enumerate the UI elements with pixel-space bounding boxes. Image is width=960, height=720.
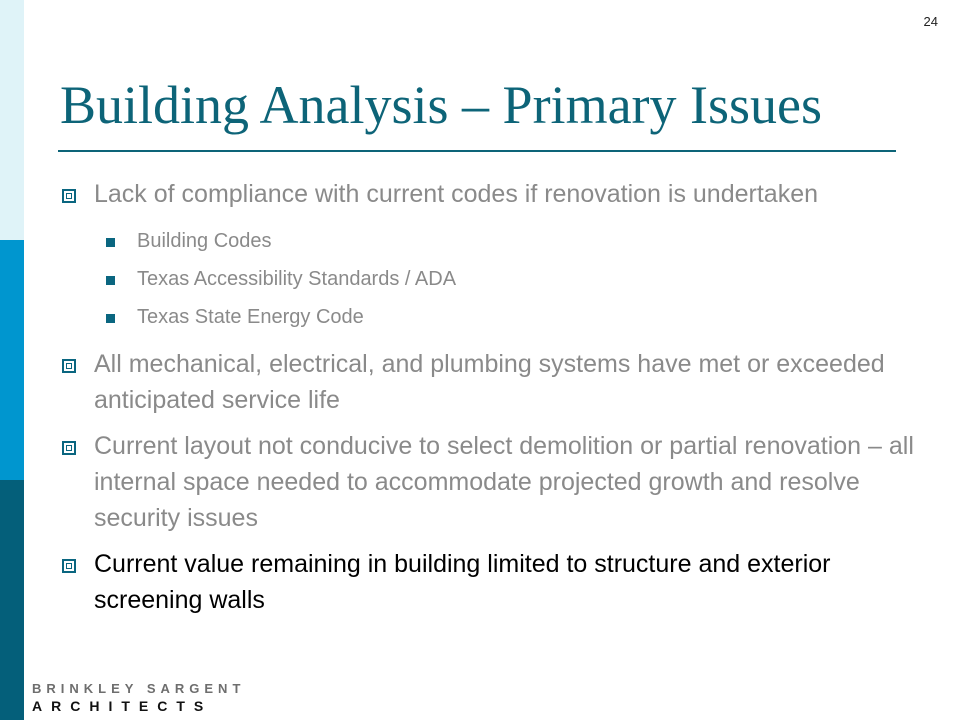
side-stripe-light — [0, 0, 24, 240]
square-bullet-icon — [62, 559, 76, 573]
square-bullet-icon — [62, 359, 76, 373]
bullet-text: Current value remaining in building limited to structure and exterior screening walls — [94, 550, 831, 614]
title-divider — [58, 150, 896, 152]
sub-bullet-text: Texas Accessibility Standards / ADA — [137, 268, 457, 290]
logo-architects: ARCHITECTS — [32, 698, 213, 714]
side-stripe-mid — [0, 240, 24, 480]
bullet-item — [60, 176, 940, 212]
page-number: 24 — [923, 14, 938, 29]
bullet-item — [60, 346, 940, 418]
bullet-list — [60, 176, 940, 628]
brinkley-sargent-logo — [32, 682, 245, 713]
sub-bullet-item — [60, 260, 940, 298]
bullet-text: All mechanical, electrical, and plumbing systems have met or exceeded anticipated service life — [94, 350, 885, 414]
filled-square-bullet-icon — [106, 314, 115, 323]
bullet-item — [60, 428, 940, 536]
bullet-text: Lack of compliance with current codes if renovation is undertaken — [94, 180, 818, 208]
filled-square-bullet-icon — [106, 276, 115, 285]
bullet-text: Current layout not conducive to select demolition or partial renovation – all internal space needed to accommodate projected growth and resolve security issues — [94, 432, 914, 532]
side-stripe-dark — [0, 480, 24, 720]
sub-bullet-text: Texas State Energy Code — [137, 306, 364, 328]
square-bullet-icon — [62, 189, 76, 203]
bullet-item-active — [60, 546, 940, 618]
sub-bullet-item — [60, 298, 940, 336]
logo-firm-name: BRINKLEY SARGENT — [32, 681, 246, 696]
sub-bullet-text: Building Codes — [137, 230, 272, 252]
sub-bullet-item — [60, 222, 940, 260]
filled-square-bullet-icon — [106, 238, 115, 247]
square-bullet-icon — [62, 441, 76, 455]
sub-bullet-list — [60, 222, 940, 336]
slide-title: Building Analysis – Primary Issues — [60, 75, 823, 135]
